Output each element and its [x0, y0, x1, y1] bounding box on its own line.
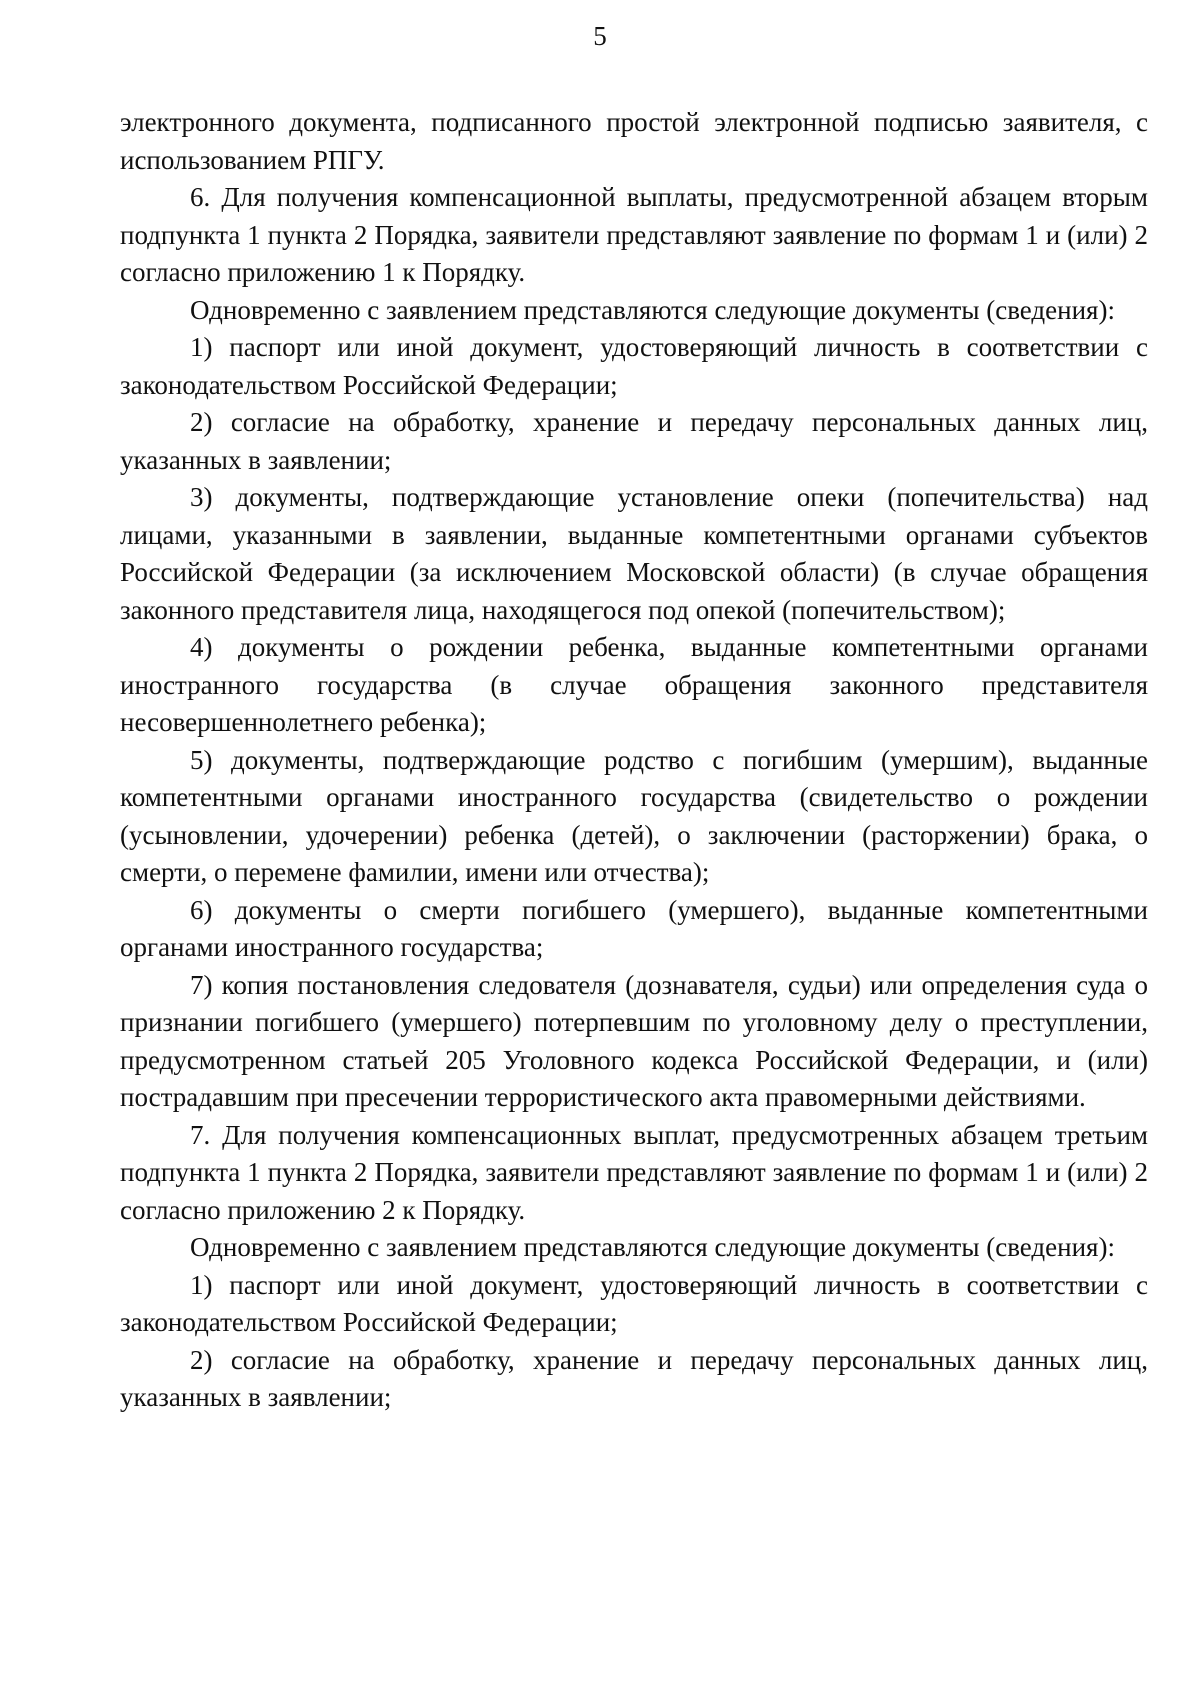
paragraph: Одновременно с заявлением представляются следующие документы (сведения):: [190, 1232, 1115, 1262]
paragraph: 4) документы о рождении ребенка, выданные компетентными органами иностранного государства (в случае обращения законного представителя несовершеннолетнего ребенка);: [120, 632, 1148, 737]
page-number: 5: [593, 21, 607, 51]
paragraph: Одновременно с заявлением представляются следующие документы (сведения):: [190, 294, 1115, 325]
paragraph: электронного документа, подписанного простой электронной подписью заявителя, с использованием РПГУ.: [120, 107, 1148, 175]
paragraph: 2) согласие на обработку, хранение и передачу персональных данных лиц, указанных в заявлении;: [120, 1344, 1148, 1412]
paragraph: 6. Для получения компенсационной выплаты, предусмотренной абзацем вторым подпункта 1 пункта 2 Порядка, заявители представляют заявление по формам 1 и (или) 2 согласно приложению 1 к Порядку.: [120, 182, 1148, 287]
paragraph: 5) документы, подтверждающие родство с погибшим (умершим), выданные компетентными органами иностранного государства (свидетельство о рождении (усыновлении, удочерении) ребенка (детей), о заключении (расторжении) брака, о смерти, о перемене фамилии, имени или отчества);: [120, 744, 1148, 887]
paragraph: 6) документы о смерти погибшего (умершего), выданные компетентными органами иностранного государства;: [120, 894, 1148, 962]
document-body: [120, 104, 1148, 1417]
paragraph: 1) паспорт или иной документ, удостоверяющий личность в соответствии с законодательством Российской Федерации;: [120, 332, 1148, 400]
paragraph: 7. Для получения компенсационных выплат, предусмотренных абзацем третьим подпункта 1 пункта 2 Порядка, заявители представляют заявление по формам 1 и (или) 2 согласно приложению 2 к Порядку.: [120, 1119, 1148, 1225]
paragraph: 7) копия постановления следователя (дознавателя, судьи) или определения суда о признании погибшего (умершего) потерпевшим по уголовному делу о преступлении, предусмотренном статьей 205 Уголовного кодекса Российской Федерации, и (или) пострадавшим при пресечении террористического акта правомерными действиями.: [120, 969, 1148, 1112]
paragraph: 2) согласие на обработку, хранение и передачу персональных данных лиц, указанных в заявлении;: [120, 407, 1148, 475]
paragraph: 1) паспорт или иной документ, удостоверяющий личность в соответствии с законодательством Российской Федерации;: [120, 1269, 1148, 1337]
paragraph: 3) документы, подтверждающие установление опеки (попечительства) над лицами, указанными в заявлении, выданные компетентными органами субъектов Российской Федерации (за исключением Московской области) (в случае обращения законного представителя лица, находящегося под опекой (попечительством);: [120, 482, 1148, 625]
